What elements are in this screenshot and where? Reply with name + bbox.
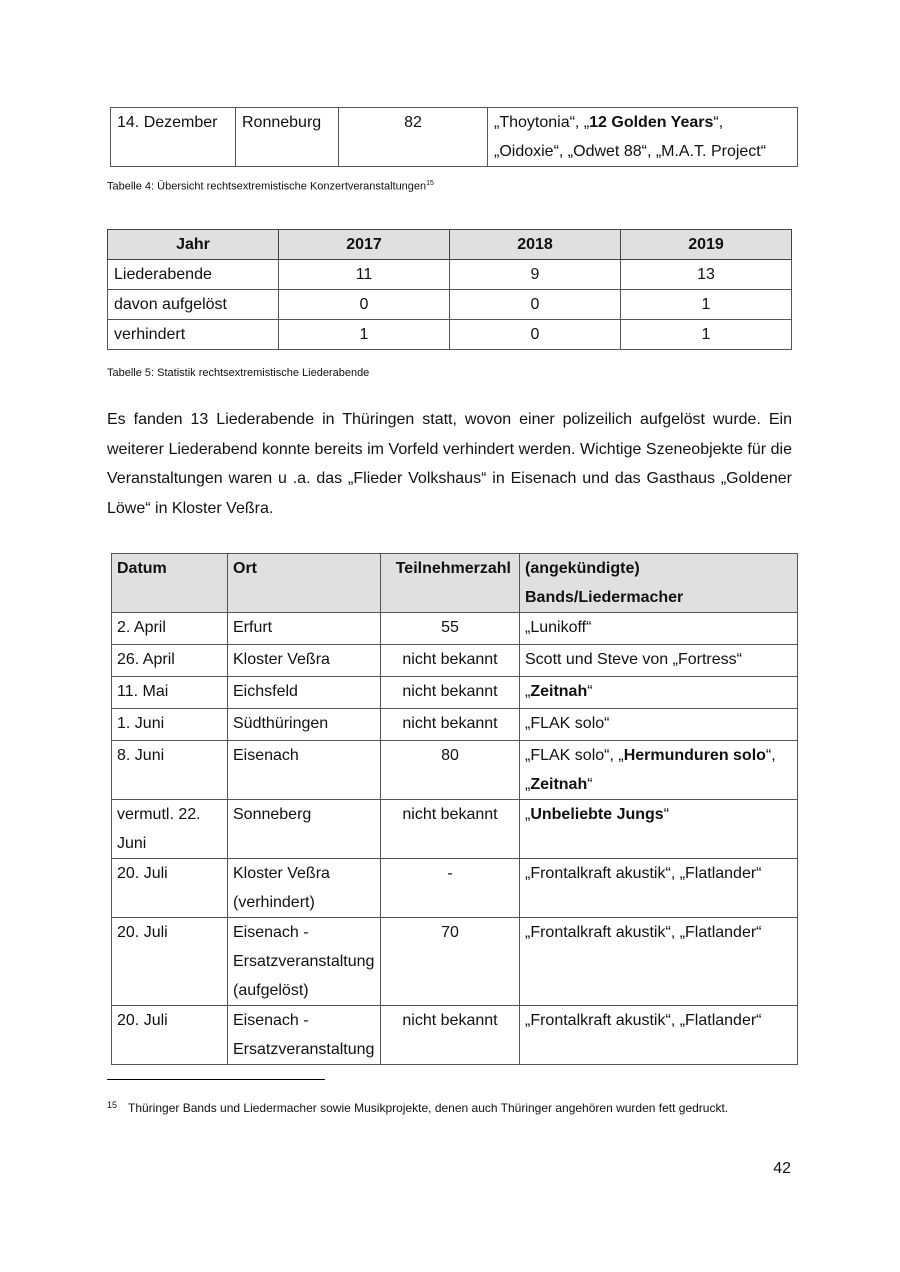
- cell-count: 80: [381, 741, 520, 800]
- table-row: [108, 290, 792, 320]
- table-row: [112, 918, 798, 1006]
- cell-value: 11: [279, 260, 450, 290]
- cell-bands: „Unbeliebte Jungs“: [520, 800, 798, 859]
- cell-bands: „Frontalkraft akustik“, „Flatlander“: [520, 918, 798, 1006]
- cell-value: 0: [279, 290, 450, 320]
- row-label: verhindert: [108, 320, 279, 350]
- cell-place: Sonneberg: [228, 800, 381, 859]
- footnote-separator: [107, 1079, 325, 1080]
- table-row: [108, 320, 792, 350]
- cell-count: -: [381, 859, 520, 918]
- header-count: Teilnehmerzahl: [381, 554, 520, 613]
- cell-count: nicht bekannt: [381, 800, 520, 859]
- table-body: [112, 613, 798, 1065]
- cell-place: Eisenach - Ersatzveranstaltung: [228, 1006, 381, 1065]
- cell-place: Eisenach - Ersatzveranstaltung (aufgelöst): [228, 918, 381, 1006]
- table5-caption: Tabelle 5: Statistik rechtsextremistische Liederabende: [107, 367, 370, 379]
- concert-table-continued: [110, 107, 798, 167]
- cell-value: 1: [621, 290, 792, 320]
- table-row: [112, 709, 798, 741]
- cell-date: 14. Dezember: [111, 108, 236, 167]
- cell-bands: Scott und Steve von „Fortress“: [520, 645, 798, 677]
- cell-value: 9: [450, 260, 621, 290]
- table-row: [112, 859, 798, 918]
- cell-place: Kloster Veßra: [228, 645, 381, 677]
- header-bands: (angekündigte) Bands/Liedermacher: [520, 554, 798, 613]
- footnote-text: Thüringer Bands und Liedermacher sowie Musikprojekte, denen auch Thüringer angehören wurden fett gedruckt.: [128, 1101, 729, 1115]
- page-number: 42: [773, 1160, 791, 1177]
- header-2017: 2017: [279, 230, 450, 260]
- cell-bands: „Thoytonia“, „12 Golden Years“, „Oidoxie“, „Odwet 88“, „M.A.T. Project“: [488, 108, 798, 167]
- cell-place: Kloster Veßra (verhindert): [228, 859, 381, 918]
- table-row: [112, 645, 798, 677]
- cell-value: 0: [450, 290, 621, 320]
- cell-value: 13: [621, 260, 792, 290]
- footnote-number: 15: [107, 1100, 118, 1110]
- table-row: [112, 800, 798, 859]
- cell-date: 1. Juni: [112, 709, 228, 741]
- cell-date: 26. April: [112, 645, 228, 677]
- cell-value: 1: [621, 320, 792, 350]
- body-paragraph: Es fanden 13 Liederabende in Thüringen statt, wovon einer polizeilich aufgelöst wurde. Ein weiterer Liederabend konnte bereits im Vorfeld verhindert werden. Wichtige Szeneobjekte für die Veranstaltungen waren u .a. das „Flieder Volkshaus“ in Eisenach und das Gasthaus „Goldener Löwe“ in Kloster Veßra.: [107, 411, 792, 517]
- header-row: [112, 554, 798, 613]
- header-year: Jahr: [108, 230, 279, 260]
- header-row: [108, 230, 792, 260]
- liederabende-table: [111, 553, 798, 1065]
- cell-date: vermutl. 22. Juni: [112, 800, 228, 859]
- cell-count: 55: [381, 613, 520, 645]
- cell-bands: „Frontalkraft akustik“, „Flatlander“: [520, 859, 798, 918]
- row-label: davon aufgelöst: [108, 290, 279, 320]
- header-2019: 2019: [621, 230, 792, 260]
- header-place: Ort: [228, 554, 381, 613]
- cell-bands: „Lunikoff“: [520, 613, 798, 645]
- footnote-ref[interactable]: 15: [426, 180, 434, 187]
- cell-bands: „FLAK solo“, „Hermunduren solo“, „Zeitnah“: [520, 741, 798, 800]
- table4-caption: Tabelle 4: Übersicht rechtsextremistische Konzertveranstaltungen$^{15}$: [107, 180, 434, 193]
- cell-count: nicht bekannt: [381, 709, 520, 741]
- cell-count: 70: [381, 918, 520, 1006]
- cell-date: 11. Mai: [112, 677, 228, 709]
- cell-place: Eisenach: [228, 741, 381, 800]
- statistics-table: [107, 229, 792, 350]
- cell-count: nicht bekannt: [381, 677, 520, 709]
- cell-date: 8. Juni: [112, 741, 228, 800]
- cell-date: 20. Juli: [112, 918, 228, 1006]
- cell-count: nicht bekannt: [381, 645, 520, 677]
- cell-date: 2. April: [112, 613, 228, 645]
- cell-place: Eichsfeld: [228, 677, 381, 709]
- cell-value: 0: [450, 320, 621, 350]
- cell-count: nicht bekannt: [381, 1006, 520, 1065]
- header-2018: 2018: [450, 230, 621, 260]
- footnote: [107, 1100, 792, 1116]
- cell-bands: „Zeitnah“: [520, 677, 798, 709]
- cell-place: Ronneburg: [236, 108, 339, 167]
- row-label: Liederabende: [108, 260, 279, 290]
- cell-place: Erfurt: [228, 613, 381, 645]
- cell-date: 20. Juli: [112, 859, 228, 918]
- cell-bands: „FLAK solo“: [520, 709, 798, 741]
- cell-place: Südthüringen: [228, 709, 381, 741]
- table-row: [108, 260, 792, 290]
- cell-count: 82: [339, 108, 488, 167]
- cell-value: 1: [279, 320, 450, 350]
- table-row: [112, 741, 798, 800]
- header-date: Datum: [112, 554, 228, 613]
- cell-date: 20. Juli: [112, 1006, 228, 1065]
- table-row: [112, 1006, 798, 1065]
- table-row: [112, 613, 798, 645]
- table-row: [112, 677, 798, 709]
- cell-bands: „Frontalkraft akustik“, „Flatlander“: [520, 1006, 798, 1065]
- table-row: [111, 108, 798, 167]
